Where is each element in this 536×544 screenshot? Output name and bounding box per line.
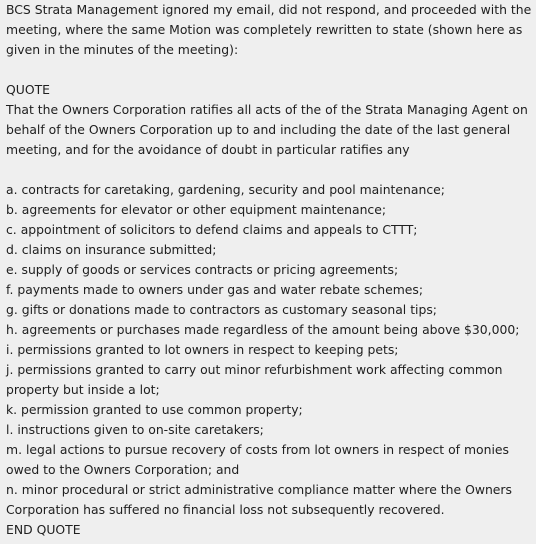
list-item: i. permissions granted to lot owners in respect to keeping pets; <box>6 342 399 357</box>
list-item: j. permissions granted to carry out minor refurbishment work affecting common property but inside a lot; <box>6 362 507 397</box>
document-body <box>6 0 534 540</box>
list-item: f. payments made to owners under gas and water rebate schemes; <box>6 282 424 297</box>
motion-item-list <box>6 180 534 520</box>
quote-open-label: QUOTE <box>6 82 50 97</box>
list-item: k. permission granted to use common property; <box>6 402 303 417</box>
list-item: e. supply of goods or services contracts or pricing agreements; <box>6 262 399 277</box>
blank-line <box>6 60 534 80</box>
quote-close-label: END QUOTE <box>6 522 81 537</box>
intro-paragraph: BCS Strata Management ignored my email, did not respond, and proceeded with the meeting, where the same Motion was completely rewritten to state (shown here as given in the minutes of the meeting): <box>6 2 536 57</box>
list-item: d. claims on insurance submitted; <box>6 242 217 257</box>
list-item: h. agreements or purchases made regardless of the amount being above $30,000; <box>6 322 520 337</box>
list-item: n. minor procedural or strict administrative compliance matter where the Owners Corporation has suffered no financial loss not subsequently recovered. <box>6 482 516 517</box>
motion-paragraph: That the Owners Corporation ratifies all acts of the of the Strata Managing Agent on behalf of the Owners Corporation up to and including the date of the last general meeting, and for the avoidance of doubt in particular ratifies any <box>6 102 532 157</box>
list-item: b. agreements for elevator or other equipment maintenance; <box>6 202 387 217</box>
list-item: m. legal actions to pursue recovery of costs from lot owners in respect of monies owed to the Owners Corporation; and <box>6 442 513 477</box>
list-item: g. gifts or donations made to contractors as customary seasonal tips; <box>6 302 437 317</box>
list-item: l. instructions given to on-site caretakers; <box>6 422 264 437</box>
list-item: c. appointment of solicitors to defend claims and appeals to CTTT; <box>6 222 418 237</box>
blank-line <box>6 160 534 180</box>
list-item: a. contracts for caretaking, gardening, security and pool maintenance; <box>6 182 445 197</box>
